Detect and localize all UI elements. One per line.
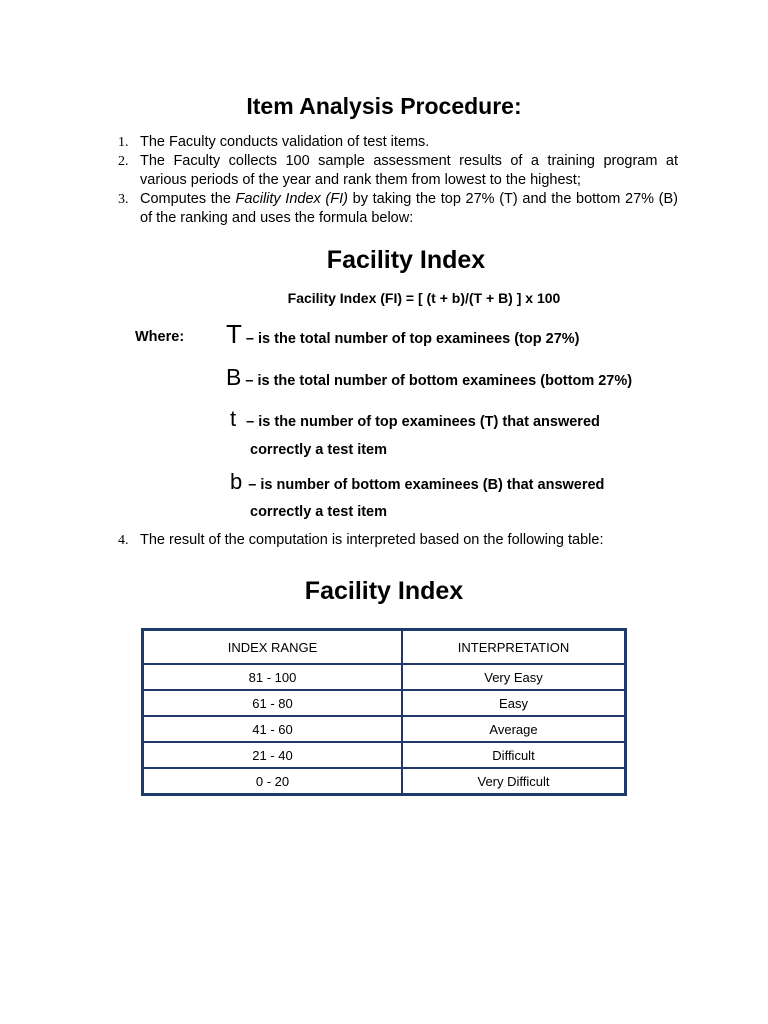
table-row [143, 664, 626, 690]
step-text-italic: Facility Index (FI) [235, 191, 348, 207]
definition-text: – is the total number of bottom examinees (bottom 27%) [245, 373, 633, 389]
step-text-after: by taking the top 27% (T) and the bottom 27% (B) of the ranking and uses the formula below: [140, 191, 679, 226]
step-number: 4. [118, 533, 129, 548]
index-range-cell: 81 - 100 [143, 664, 403, 690]
column-header-interpretation: INTERPRETATION [402, 630, 626, 665]
step-number: 2. [118, 154, 129, 169]
interpretation-cell: Easy [402, 690, 626, 716]
definition-T [226, 319, 579, 350]
step-text: The result of the computation is interpreted based on the following table: [140, 532, 604, 548]
interpretation-cell: Difficult [402, 742, 626, 768]
formula: Facility Index (FI) = [ (t + b)/(T + B) ] x 100 [287, 290, 561, 306]
column-header-index-range: INDEX RANGE [143, 630, 403, 665]
definition-b-cont: correctly a test item [250, 504, 388, 520]
index-range-cell: 41 - 60 [143, 716, 403, 742]
definition-B [226, 364, 632, 391]
definition-text: – is number of bottom examinees (B) that answered [248, 477, 605, 493]
step-text: The Faculty conducts validation of test items. [140, 134, 430, 150]
definition-symbol: t [230, 406, 237, 431]
definition-t-cont: correctly a test item [250, 442, 388, 458]
definition-symbol: T [226, 319, 242, 349]
where-label: Where: [135, 329, 185, 345]
step-text: The Faculty collects 100 sample assessment results of a training program at various periods of the year and rank them from lowest to the highest; [140, 153, 678, 188]
table-row [143, 742, 626, 768]
definition-text: – is the number of top examinees (T) that answered [246, 414, 600, 430]
step-number: 1. [118, 135, 129, 150]
page-title: Item Analysis Procedure: [246, 93, 522, 119]
index-range-cell: 21 - 40 [143, 742, 403, 768]
table-header-row [143, 630, 626, 665]
definition-symbol: b [230, 469, 243, 494]
interpretation-cell: Very Easy [402, 664, 626, 690]
interpretation-cell: Very Difficult [402, 768, 626, 795]
definition-text: – is the total number of top examinees (top 27%) [245, 331, 580, 347]
step-text-before: Computes the [140, 191, 236, 207]
table-row [143, 768, 626, 795]
table-row [143, 716, 626, 742]
definition-symbol: B [226, 364, 242, 390]
table-row [143, 690, 626, 716]
index-range-cell: 0 - 20 [143, 768, 403, 795]
step-text [140, 190, 678, 228]
index-range-cell: 61 - 80 [143, 690, 403, 716]
definition-t [230, 406, 600, 432]
section-heading-table: Facility Index [304, 577, 464, 605]
interpretation-cell: Average [402, 716, 626, 742]
facility-index-table [141, 628, 627, 796]
section-heading-formula: Facility Index [326, 246, 486, 274]
step-number: 3. [118, 192, 129, 207]
definition-b [230, 469, 604, 495]
